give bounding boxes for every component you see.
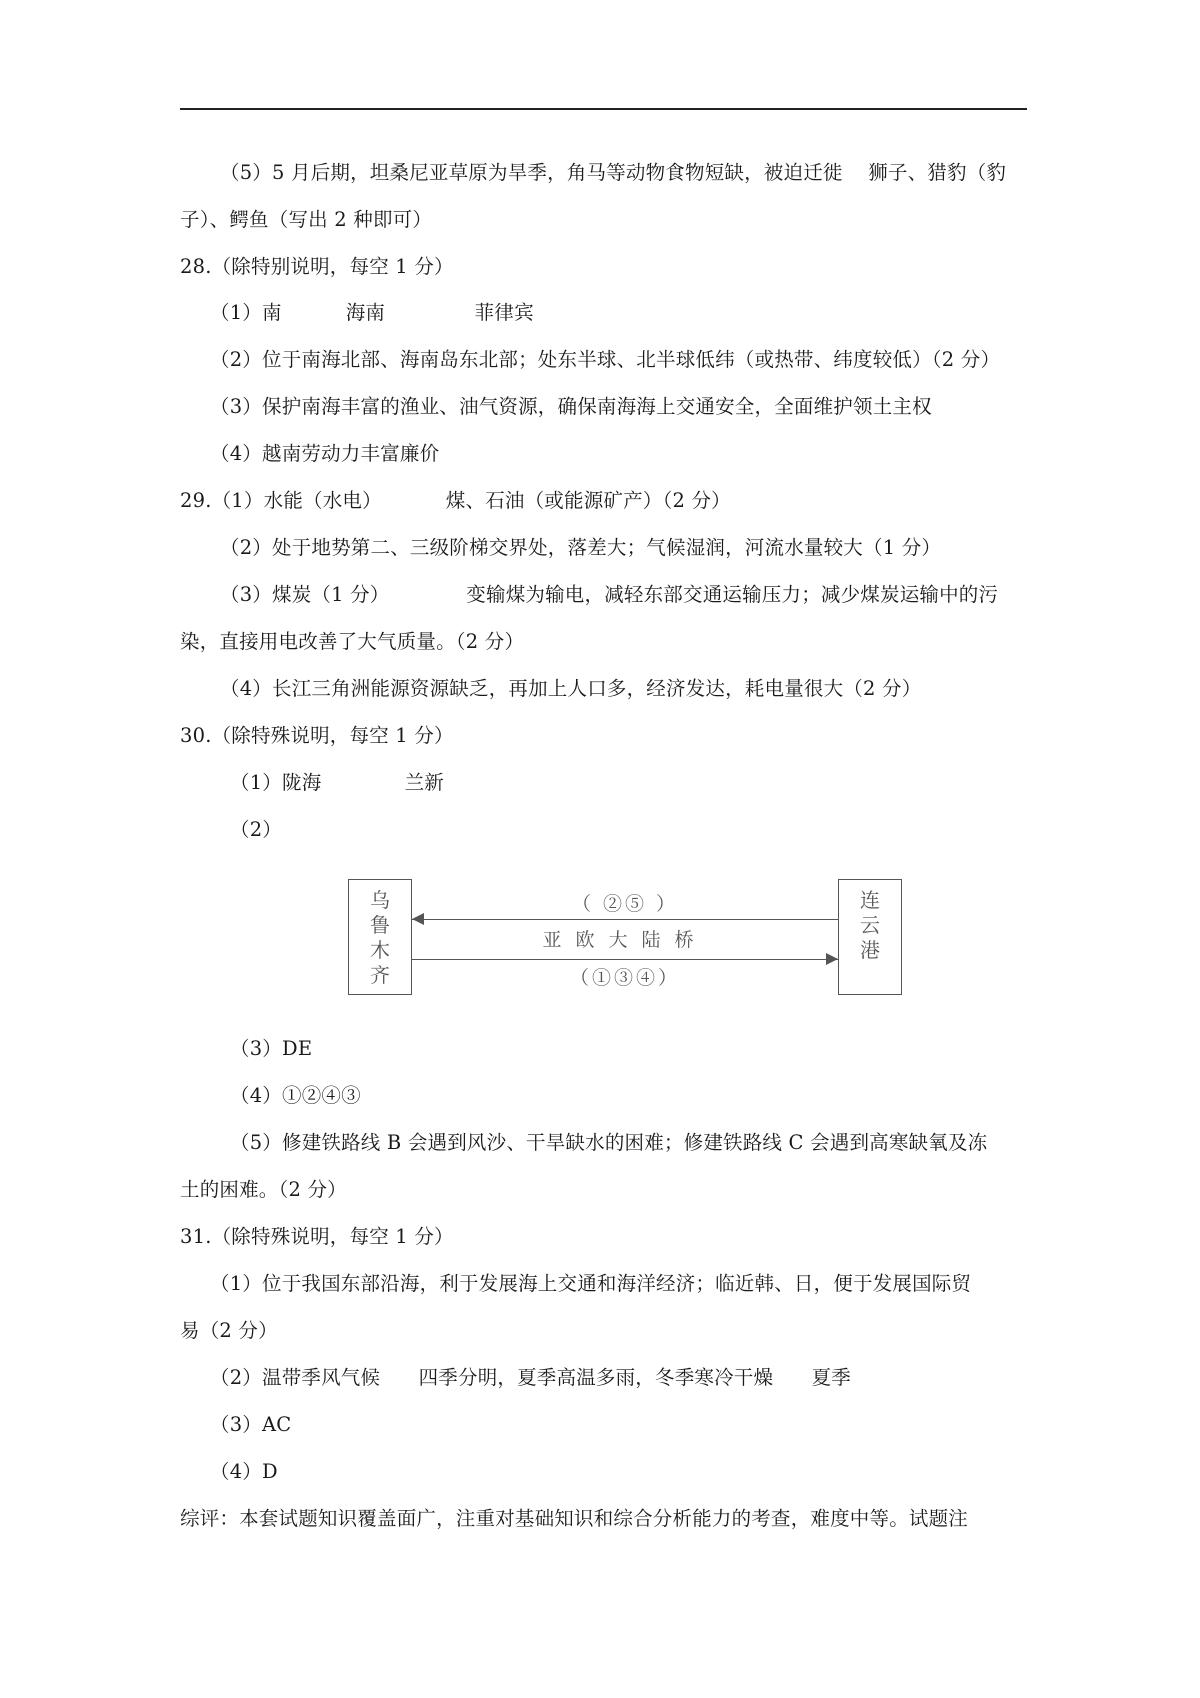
lianyungang-label: 连云港 — [860, 888, 880, 962]
answer-30-1: （1）陇海 兰新 — [230, 771, 444, 794]
answer-29-1: 29.（1）水能（水电） 煤、石油（或能源矿产）（2 分） — [180, 489, 731, 512]
answer-28-4: （4）越南劳动力丰富廉价 — [210, 442, 440, 465]
answer-27-5-line1: （5）5 月后期，坦桑尼亚草原为旱季，角马等动物食物短缺，被迫迁徙 狮子、猎豹（豹 — [220, 161, 1007, 184]
answer-31-1-line1: （1）位于我国东部沿海，利于发展海上交通和海洋经济；临近韩、日，便于发展国际贸 — [210, 1272, 972, 1295]
question-28-heading: 28.（除特别说明，每空 1 分） — [180, 255, 454, 278]
lianyungang-box — [838, 879, 902, 995]
answer-29-3-line2: 染，直接用电改善了大气质量。（2 分） — [180, 630, 525, 653]
urumqi-label: 乌鲁木齐 — [370, 888, 390, 987]
answer-30-5-line1: （5）修建铁路线 B 会遇到风沙、干旱缺水的困难；修建铁路线 C 会遇到高寒缺氧及冻 — [230, 1131, 988, 1154]
answer-28-2: （2）位于南海北部、海南岛东北部；处东半球、北半球低纬（或热带、纬度较低）（2 分） — [210, 348, 1001, 371]
eastbound-goods-label: （①③④） — [569, 967, 680, 989]
answer-30-5-line2: 土的困难。（2 分） — [180, 1178, 347, 1201]
answer-30-4: （4）①②④③ — [230, 1084, 361, 1107]
land-bridge-label: 亚欧大陆桥 — [542, 929, 708, 951]
question-30-heading: 30.（除特殊说明，每空 1 分） — [180, 724, 454, 747]
eastbound-arrow-line — [412, 959, 838, 960]
urumqi-box — [348, 879, 412, 995]
answer-29-4: （4）长江三角洲能源资源缺乏，再加上人口多，经济发达，耗电量很大（2 分） — [220, 677, 922, 700]
westbound-goods-label: （ ②⑤ ） — [571, 893, 679, 915]
summary-comment: 综评：本套试题知识覆盖面广，注重对基础知识和综合分析能力的考查，难度中等。试题注 — [180, 1507, 969, 1530]
answer-29-2: （2）处于地势第二、三级阶梯交界处，落差大；气候湿润，河流水量较大（1 分） — [220, 536, 942, 559]
answer-30-2: （2） — [230, 818, 283, 841]
eurasia-land-bridge-diagram — [340, 867, 920, 1007]
header-rule — [180, 108, 1027, 110]
answer-31-3: （3）AC — [210, 1413, 292, 1436]
westbound-arrow-line — [412, 919, 838, 920]
answer-31-4: （4）D — [210, 1460, 278, 1483]
answer-28-3: （3）保护南海丰富的渔业、油气资源，确保南海海上交通安全，全面维护领土主权 — [210, 395, 932, 418]
answer-31-1-line2: 易（2 分） — [180, 1319, 278, 1342]
answer-27-5-line2: 子）、鳄鱼（写出 2 种即可） — [180, 208, 433, 231]
answer-31-2: （2）温带季风气候 四季分明，夏季高温多雨，冬季寒冷干燥 夏季 — [210, 1366, 851, 1389]
answer-29-3-line1: （3）煤炭（1 分） 变输煤为输电，减轻东部交通运输压力；减少煤炭运输中的污 — [220, 583, 999, 606]
answer-30-3: （3）DE — [230, 1037, 313, 1060]
answer-28-1: （1）南 海南 菲律宾 — [210, 301, 534, 324]
question-31-heading: 31.（除特殊说明，每空 1 分） — [180, 1225, 454, 1248]
